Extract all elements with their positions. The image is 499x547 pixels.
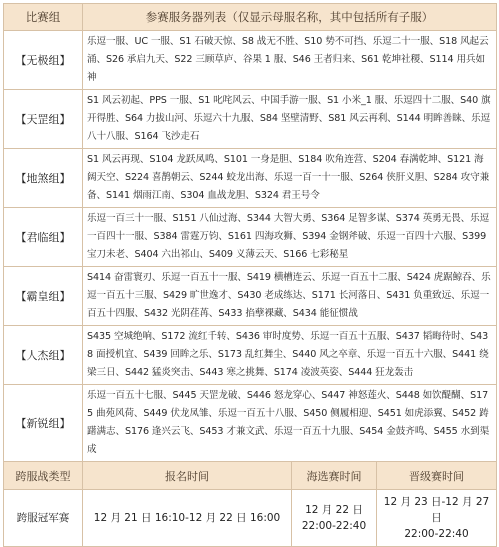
group-servers: 乐逗一百五十七服、S445 天罡龙破、S446 怒龙穿心、S447 神怒莲火、S448 如饮醍醐、S175 曲苑风荷、S449 伏龙凤雏、乐逗一百五十八服、S450 侧履相迎、S451 如虎添翼、S452 踌躇满志、S176 逢兴云飞、S453 才兼文武、乐逗一百五十九服、S454 金鼓齐鸣、S455 水到渠成 [83,385,497,462]
table-row [4,90,497,149]
group-name: 【新锐组】 [4,385,83,462]
type-column-header: 跨服战类型 [4,462,83,490]
group-name: 【无极组】 [4,31,83,90]
group-servers: 乐逗一百三十一服、S151 八仙过海、S344 大智大勇、S364 足智多谋、S374 英勇无畏、乐逗一百四十一服、S384 雷霆万钧、S161 四海攻狮、S394 金钢斧破、乐逗一百四十六服、S399 宝刀未老、S404 六出祁山、S409 义薄云天、S166 七彩秘星 [83,208,497,267]
group-servers: S414 奋雷寰刃、乐逗一百五十一服、S419 横槽连云、乐逗一百五十二服、S424 虎踞鲸吞、乐逗一百五十三服、S429 旷世逸才、S430 老成练达、S171 长河落日、S431 负重致远、乐逗一百五十四服、S432 光阴荏苒、S433 掐孽裸藏、S434 能征惯战 [83,267,497,326]
server-group-table [3,3,497,462]
schedule-header-row [4,462,497,490]
prelim-hours: 22:00-22:40 [301,520,367,532]
promo-hours: 22:00-22:40 [404,528,469,540]
prelim-time [292,490,377,547]
group-servers: S435 空城绝响、S172 流红千转、S436 审时度势、乐逗一百五十五服、S437 韬晦待时、S438 面授机宜、S439 回眸之乐、S173 乱红舞尘、S440 风之卒章、乐逗一百五十六服、S441 绕梁三日、S442 猛炎突击、S443 寒之挑舞、S174 凌波英姿、S444 狂龙轰击 [83,326,497,385]
signup-time: 12 月 21 日 16:10-12 月 22 日 16:00 [83,490,292,547]
table-row [4,385,497,462]
promo-column-header: 晋级赛时间 [377,462,497,490]
group-column-header: 比赛组 [4,4,83,31]
table-row [4,326,497,385]
promo-date: 12 月 23 日-12 月 27 日 [383,496,490,524]
promo-time [377,490,497,547]
group-name: 【人杰组】 [4,326,83,385]
group-servers: S1 风云初起、PPS 一服、S1 叱咤风云、中国手游一服、S1 小米_1 服、乐逗四十二服、S40 旗开得胜、S64 力拔山河、乐逗六十九服、S84 坚壁清野、S81 风云再利、S144 明眸善睐、乐逗八十八服、S164 飞沙走石 [83,90,497,149]
prelim-column-header: 海选赛时间 [292,462,377,490]
group-servers: S1 风云再现、S104 龙跃凤鸣、S101 一身是胆、S184 吹角连营、S204 春满乾坤、S121 海阔天空、S224 喜鹊朝云、S244 蛟龙出海、乐逗一百一十一服、S264 侠肝义胆、S284 攻守兼备、S141 烟雨江南、S304 血战龙胆、S324 君王号令 [83,149,497,208]
group-name: 【地煞组】 [4,149,83,208]
table-header-row [4,4,497,31]
table-row [4,267,497,326]
table-row [4,31,497,90]
table-row [4,208,497,267]
schedule-table [3,461,497,547]
group-name: 【霸皇组】 [4,267,83,326]
signup-column-header: 报名时间 [83,462,292,490]
group-name: 【君临组】 [4,208,83,267]
group-servers: 乐逗一服、UC 一服、S1 石破天惊、S8 战无不胜、S10 势不可挡、乐逗二十一服、S18 风起云涌、S26 承启九天、S22 三顾草庐、谷果 1 服、S46 王者归来、S61 乾坤社稷、S114 用兵如神 [83,31,497,90]
table-row [4,149,497,208]
prelim-date: 12 月 22 日 [305,504,363,516]
match-type: 跨服冠军赛 [4,490,83,547]
schedule-row [4,490,497,547]
servers-column-header: 参赛服务器列表（仅显示母服名称，其中包括所有子服） [83,4,497,31]
group-name: 【天罡组】 [4,90,83,149]
